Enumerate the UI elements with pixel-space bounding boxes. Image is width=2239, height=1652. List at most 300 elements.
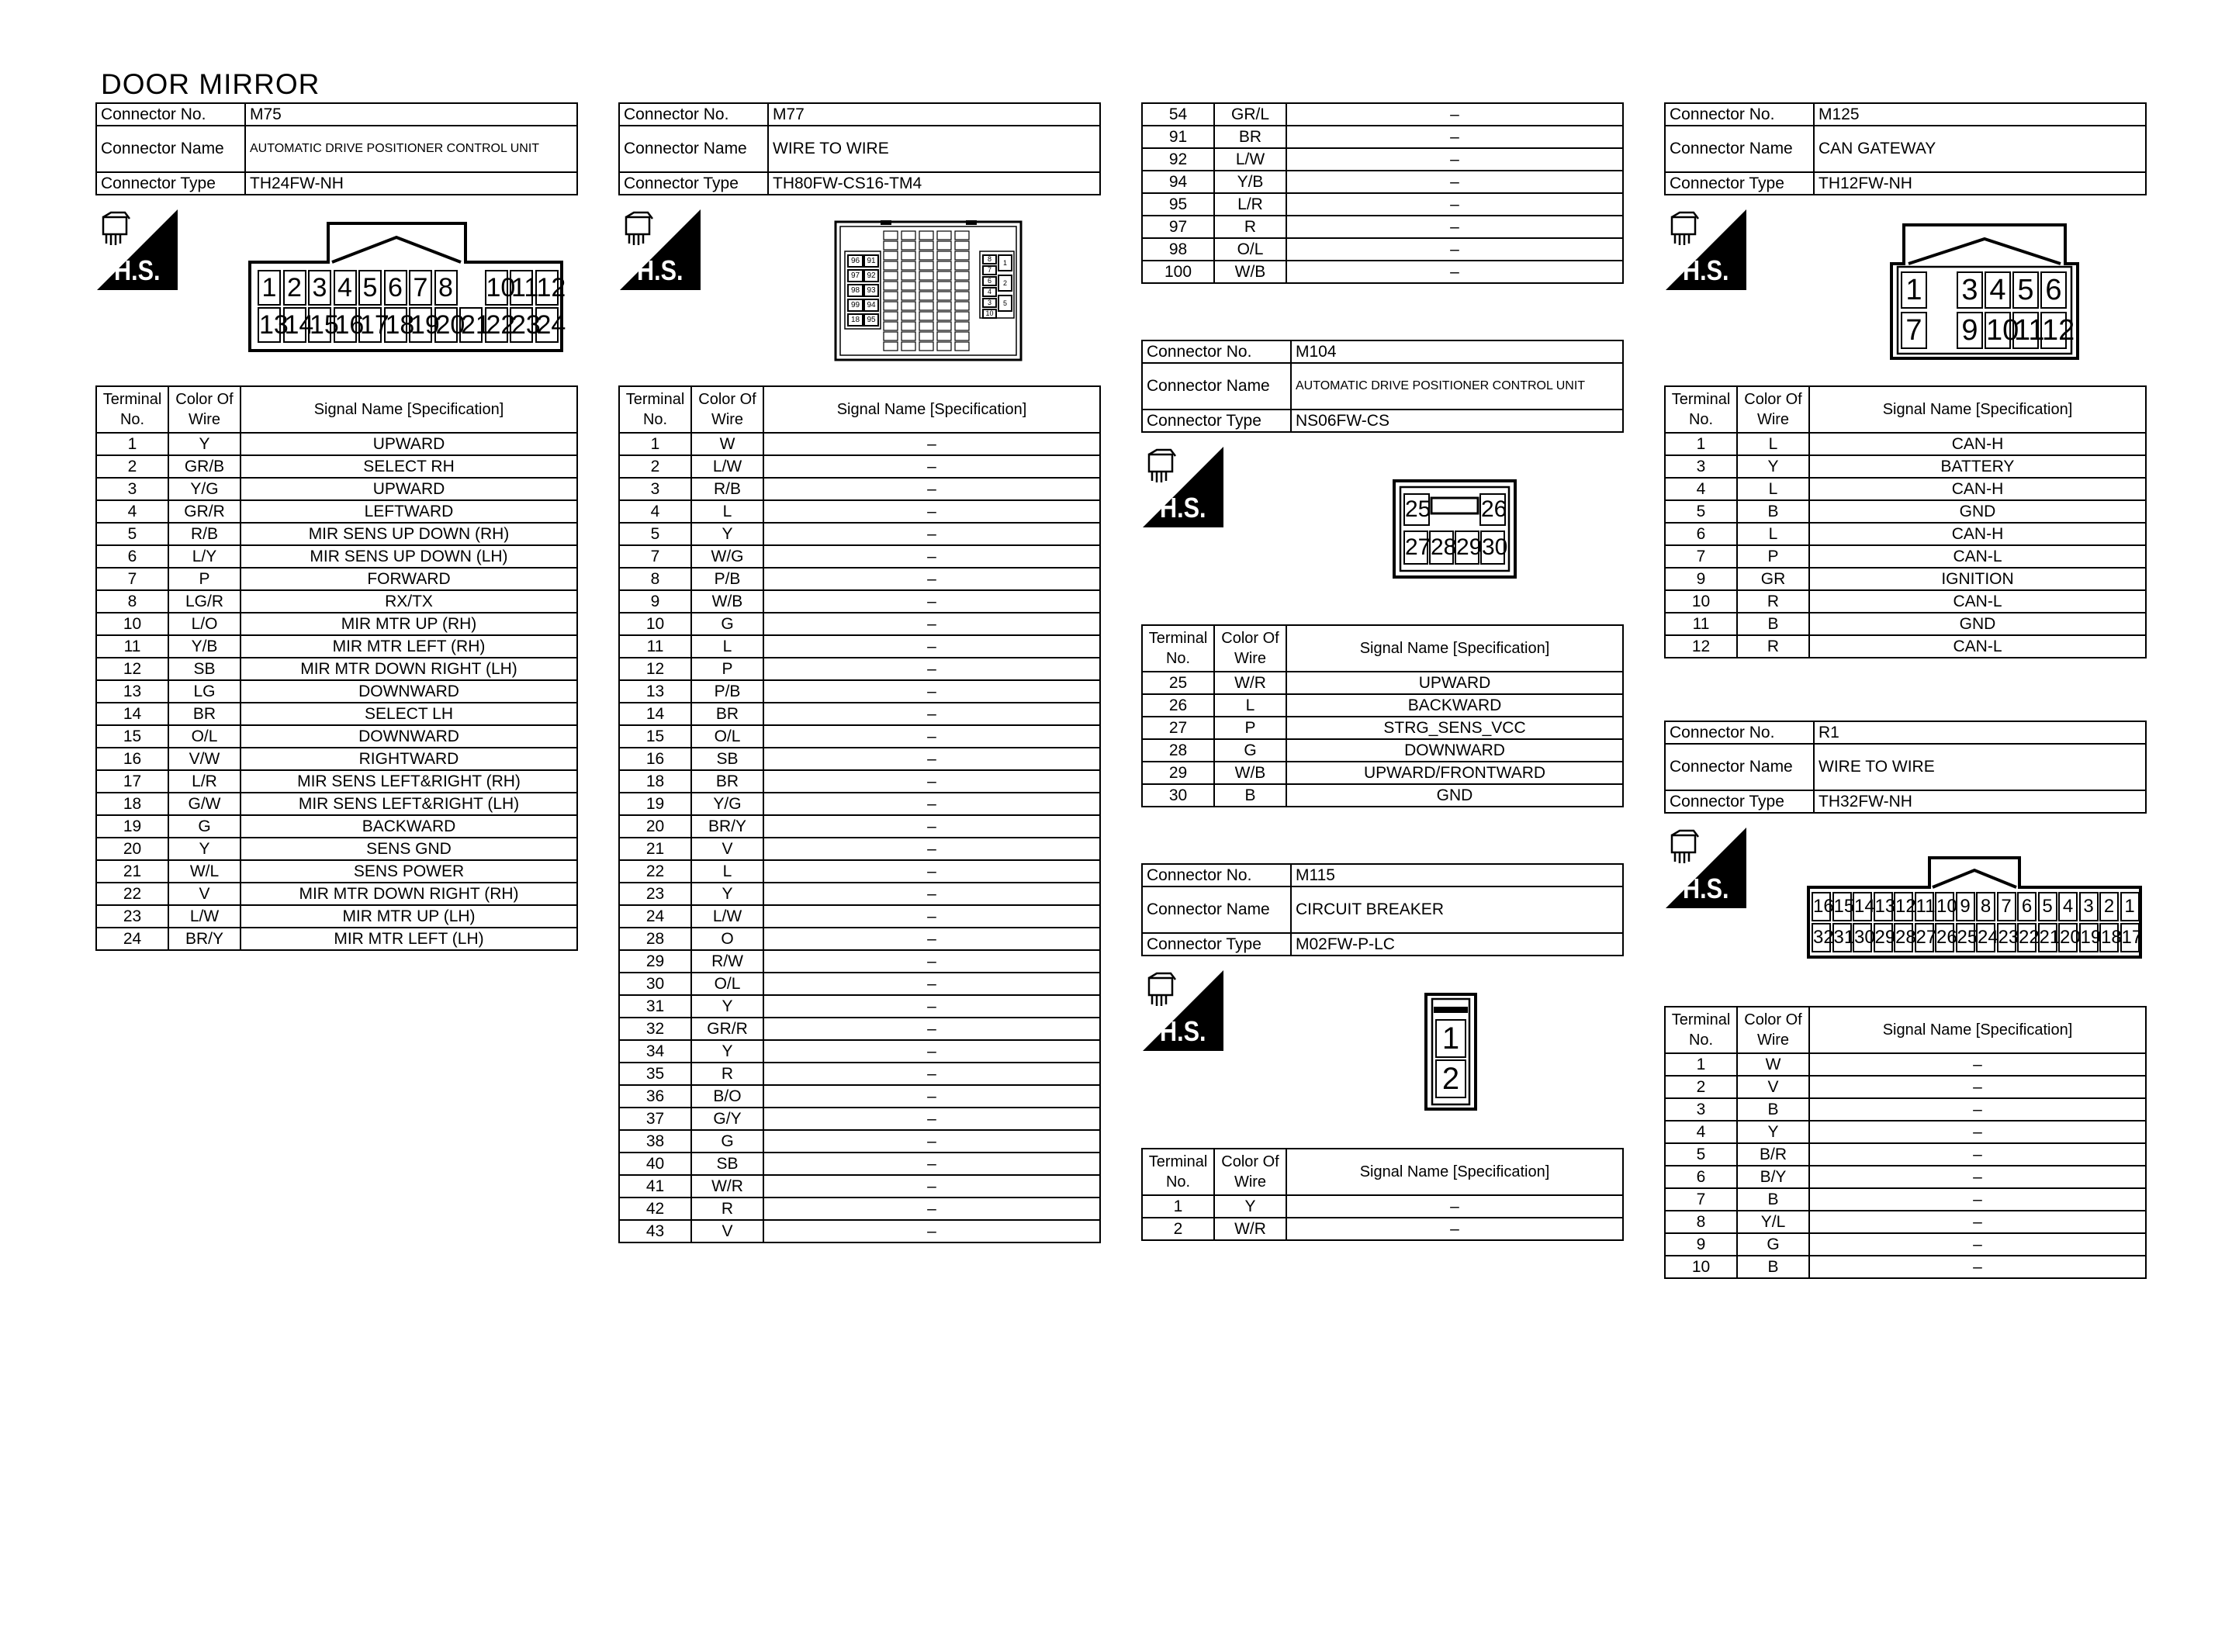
wire-color: W/R bbox=[691, 1175, 763, 1198]
terminal-no: 5 bbox=[1665, 1143, 1737, 1166]
table-row bbox=[1665, 1076, 2146, 1098]
connector-no-row bbox=[96, 103, 577, 126]
wire-color: P bbox=[1737, 545, 1809, 568]
hs-m75-icon bbox=[97, 209, 178, 290]
wire-color: Y bbox=[691, 883, 763, 905]
connector-info-m104 bbox=[1141, 340, 1624, 433]
wire-color: L bbox=[1737, 433, 1809, 455]
terminal-table bbox=[1664, 385, 2147, 658]
terminal-no: 26 bbox=[1142, 694, 1214, 717]
table-row bbox=[619, 860, 1100, 883]
wire-color: Y bbox=[691, 995, 763, 1018]
table-row bbox=[619, 545, 1100, 568]
terminal-table-header bbox=[1665, 386, 2146, 433]
connector-pin: 27 bbox=[1915, 923, 1934, 952]
connector-type-label: Connector Type bbox=[619, 172, 768, 195]
connector-pin: 5 bbox=[998, 295, 1012, 312]
connector-pin: 4 bbox=[982, 287, 997, 297]
signal-name: – bbox=[763, 523, 1100, 545]
table-row bbox=[1665, 523, 2146, 545]
wire-color: LG bbox=[168, 680, 241, 703]
terminal-no: 98 bbox=[1142, 238, 1214, 261]
table-row bbox=[619, 703, 1100, 725]
terminal-table-header bbox=[1665, 1007, 2146, 1053]
table-row bbox=[619, 1130, 1100, 1153]
terminal-table bbox=[1141, 1148, 1624, 1241]
connector-r1-diagram bbox=[1805, 856, 2144, 960]
wire-color: V bbox=[168, 883, 241, 905]
table-row bbox=[1142, 238, 1623, 261]
table-row bbox=[1665, 1166, 2146, 1188]
wire-color: B bbox=[1737, 500, 1809, 523]
hs-r1-icon bbox=[1666, 828, 1746, 908]
wire-color: GR/R bbox=[691, 1018, 763, 1040]
connector-type-value: TH12FW-NH bbox=[1814, 172, 2146, 195]
wire-color: R bbox=[1737, 590, 1809, 613]
connector-type-label: Connector Type bbox=[1665, 790, 1814, 813]
connector-no-row bbox=[619, 103, 1100, 126]
terminal-no: 3 bbox=[96, 478, 168, 500]
connector-pin: 95 bbox=[863, 313, 879, 327]
signal-name: – bbox=[763, 995, 1100, 1018]
wire-color: P bbox=[691, 658, 763, 680]
terminal-no: 6 bbox=[96, 545, 168, 568]
wire-color: W bbox=[1737, 1053, 1809, 1076]
table-row bbox=[96, 658, 577, 680]
terminal-no: 5 bbox=[619, 523, 691, 545]
terminal-no: 11 bbox=[96, 635, 168, 658]
wire-color: B bbox=[1737, 1256, 1809, 1278]
terminal-table bbox=[1141, 624, 1624, 807]
table-row bbox=[619, 1085, 1100, 1108]
table-row bbox=[1142, 148, 1623, 171]
wire-color: LG/R bbox=[168, 590, 241, 613]
table-row bbox=[619, 1040, 1100, 1063]
header-color-of-wire: Color Of Wire bbox=[691, 386, 763, 433]
signal-name: – bbox=[763, 1063, 1100, 1085]
table-row bbox=[1142, 1195, 1623, 1218]
terminal-no: 8 bbox=[1665, 1211, 1737, 1233]
header-terminal-no: Terminal No. bbox=[1142, 1149, 1214, 1195]
terminal-no: 6 bbox=[1665, 523, 1737, 545]
header-color-of-wire: Color Of Wire bbox=[1737, 386, 1809, 433]
connector-pin: 11 bbox=[1915, 892, 1934, 921]
wire-color: G bbox=[1737, 1233, 1809, 1256]
signal-name: DOWNWARD bbox=[241, 725, 577, 748]
signal-name: – bbox=[763, 838, 1100, 860]
table-row bbox=[1142, 103, 1623, 126]
hs-label: H.S. bbox=[1683, 873, 1729, 904]
terminal-no: 43 bbox=[619, 1220, 691, 1242]
terminal-no: 34 bbox=[619, 1040, 691, 1063]
connector-pin: 13 bbox=[1874, 892, 1893, 921]
terminal-table-header bbox=[96, 386, 577, 433]
signal-name: – bbox=[763, 928, 1100, 950]
connector-pin: 1 bbox=[1901, 271, 1927, 309]
terminal-no: 4 bbox=[96, 500, 168, 523]
wire-color: L/W bbox=[1214, 148, 1286, 171]
table-row bbox=[619, 568, 1100, 590]
connector-pin: 3 bbox=[982, 298, 997, 308]
table-row bbox=[619, 995, 1100, 1018]
connector-pin: 10 bbox=[1985, 312, 2011, 349]
wire-color: W/B bbox=[691, 590, 763, 613]
connector-pin: 4 bbox=[2058, 892, 2078, 921]
terminal-no: 14 bbox=[619, 703, 691, 725]
wire-color: B/O bbox=[691, 1085, 763, 1108]
signal-name: – bbox=[763, 950, 1100, 973]
connector-pin: 1 bbox=[2120, 892, 2140, 921]
wire-color: BR/Y bbox=[691, 815, 763, 838]
signal-name: – bbox=[763, 770, 1100, 793]
connector-info-m115 bbox=[1141, 863, 1624, 956]
connector-pin: 30 bbox=[1480, 531, 1505, 565]
table-row bbox=[1142, 1218, 1623, 1240]
table-row bbox=[619, 590, 1100, 613]
signal-name: UPWARD bbox=[241, 433, 577, 455]
terminal-no: 13 bbox=[619, 680, 691, 703]
connector-type-value: TH24FW-NH bbox=[245, 172, 577, 195]
signal-name: BACKWARD bbox=[241, 815, 577, 838]
signal-name: FORWARD bbox=[241, 568, 577, 590]
wire-color: P bbox=[168, 568, 241, 590]
terminal-no: 8 bbox=[619, 568, 691, 590]
connector-type-label: Connector Type bbox=[1142, 410, 1291, 432]
table-row bbox=[619, 523, 1100, 545]
signal-name: – bbox=[763, 500, 1100, 523]
signal-name: SELECT LH bbox=[241, 703, 577, 725]
terminal-no: 18 bbox=[96, 793, 168, 815]
connector-m104-diagram bbox=[1393, 479, 1517, 579]
terminal-no: 31 bbox=[619, 995, 691, 1018]
signal-name: MIR MTR DOWN RIGHT (LH) bbox=[241, 658, 577, 680]
connector-pin: 2 bbox=[2099, 892, 2119, 921]
signal-name: – bbox=[763, 1153, 1100, 1175]
wire-color: G bbox=[691, 1130, 763, 1153]
table-row bbox=[96, 703, 577, 725]
signal-name: – bbox=[763, 658, 1100, 680]
terminal-no: 25 bbox=[1142, 672, 1214, 694]
connector-pin: 31 bbox=[1832, 923, 1852, 952]
connector-pin: 17 bbox=[358, 307, 382, 343]
wire-color: W/R bbox=[1214, 672, 1286, 694]
connector-pin: 7 bbox=[982, 265, 997, 275]
terminal-no: 8 bbox=[96, 590, 168, 613]
connector-pin: 20 bbox=[2058, 923, 2078, 952]
wire-color: L/Y bbox=[168, 545, 241, 568]
signal-name: CAN-L bbox=[1809, 635, 2146, 658]
table-row bbox=[1142, 193, 1623, 216]
signal-name: GND bbox=[1809, 500, 2146, 523]
wire-color: W/B bbox=[1214, 762, 1286, 784]
terminal-no: 7 bbox=[619, 545, 691, 568]
terminal-no: 1 bbox=[1665, 433, 1737, 455]
terminal-no: 12 bbox=[96, 658, 168, 680]
connector-pin: 18 bbox=[2099, 923, 2119, 952]
terminal-no: 20 bbox=[96, 838, 168, 860]
header-color-of-wire: Color Of Wire bbox=[1737, 1007, 1809, 1053]
terminal-no: 3 bbox=[1665, 455, 1737, 478]
wire-color: Y/B bbox=[1214, 171, 1286, 193]
connector-pin: 11 bbox=[2012, 312, 2039, 349]
signal-name: – bbox=[1809, 1143, 2146, 1166]
terminal-no: 4 bbox=[619, 500, 691, 523]
connector-name-label: Connector Name bbox=[1665, 744, 1814, 790]
header-signal-name: Signal Name [Specification] bbox=[1286, 625, 1623, 672]
connector-no-row bbox=[1142, 864, 1623, 886]
signal-name: – bbox=[1809, 1256, 2146, 1278]
table-row bbox=[96, 680, 577, 703]
signal-name: UPWARD bbox=[1286, 672, 1623, 694]
signal-name: – bbox=[763, 973, 1100, 995]
header-terminal-no: Terminal No. bbox=[1142, 625, 1214, 672]
connector-info-m75 bbox=[95, 102, 578, 195]
table-row bbox=[1665, 1053, 2146, 1076]
connector-name-label: Connector Name bbox=[96, 126, 245, 172]
signal-name: – bbox=[763, 455, 1100, 478]
terminal-no: 16 bbox=[96, 748, 168, 770]
signal-name: LEFTWARD bbox=[241, 500, 577, 523]
terminal-no: 15 bbox=[96, 725, 168, 748]
terminal-no: 91 bbox=[1142, 126, 1214, 148]
wire-color: BR bbox=[691, 703, 763, 725]
connector-pin: 12 bbox=[1894, 892, 1913, 921]
table-row bbox=[1665, 568, 2146, 590]
table-row bbox=[1142, 739, 1623, 762]
table-row bbox=[619, 815, 1100, 838]
table-row bbox=[96, 905, 577, 928]
terminal-no: 37 bbox=[619, 1108, 691, 1130]
wire-color: Y/G bbox=[168, 478, 241, 500]
connector-no-label: Connector No. bbox=[619, 103, 768, 126]
connector-type-label: Connector Type bbox=[1142, 933, 1291, 956]
terminal-no: 17 bbox=[96, 770, 168, 793]
connector-name-value: WIRE TO WIRE bbox=[768, 126, 1100, 172]
terminal-table-m125 bbox=[1664, 385, 2147, 658]
connector-pin: 6 bbox=[2017, 892, 2037, 921]
connector-pin: 26 bbox=[1935, 923, 1954, 952]
connector-pin: 29 bbox=[1874, 923, 1893, 952]
terminal-no: 7 bbox=[1665, 545, 1737, 568]
terminal-no: 35 bbox=[619, 1063, 691, 1085]
terminal-no: 7 bbox=[96, 568, 168, 590]
connector-pin: 11 bbox=[510, 270, 533, 306]
wire-color: B/R bbox=[1737, 1143, 1809, 1166]
wire-color: G bbox=[168, 815, 241, 838]
table-row bbox=[96, 770, 577, 793]
signal-name: – bbox=[763, 1018, 1100, 1040]
connector-pin: 25 bbox=[1403, 493, 1430, 526]
page-title: DOOR MIRROR bbox=[101, 68, 320, 100]
table-row bbox=[619, 433, 1100, 455]
table-row bbox=[1142, 261, 1623, 283]
terminal-no: 11 bbox=[1665, 613, 1737, 635]
connector-name-row bbox=[96, 126, 577, 172]
connector-no-row bbox=[1142, 340, 1623, 363]
wire-color: R/B bbox=[691, 478, 763, 500]
terminal-no: 94 bbox=[1142, 171, 1214, 193]
table-row bbox=[619, 973, 1100, 995]
signal-name: MIR SENS UP DOWN (LH) bbox=[241, 545, 577, 568]
wire-color: O bbox=[691, 928, 763, 950]
connector-pin: 27 bbox=[1403, 531, 1428, 565]
connector-pin: 93 bbox=[863, 284, 879, 297]
table-row bbox=[1142, 762, 1623, 784]
wire-color: B/Y bbox=[1737, 1166, 1809, 1188]
terminal-table-m77-continued bbox=[1141, 102, 1624, 284]
connector-pin: 1 bbox=[258, 270, 281, 306]
wire-color: V/W bbox=[168, 748, 241, 770]
wire-color: R/B bbox=[168, 523, 241, 545]
table-row bbox=[619, 725, 1100, 748]
table-row bbox=[619, 793, 1100, 815]
table-row bbox=[96, 545, 577, 568]
connector-no-value: M104 bbox=[1291, 340, 1623, 363]
wire-color: G bbox=[691, 613, 763, 635]
table-row bbox=[619, 613, 1100, 635]
table-row bbox=[96, 838, 577, 860]
terminal-no: 3 bbox=[1665, 1098, 1737, 1121]
signal-name: – bbox=[763, 1108, 1100, 1130]
connector-pin: 97 bbox=[847, 269, 863, 282]
terminal-table bbox=[1664, 1006, 2147, 1279]
header-signal-name: Signal Name [Specification] bbox=[1809, 1007, 2146, 1053]
header-terminal-no: Terminal No. bbox=[1665, 386, 1737, 433]
connector-pin: 10 bbox=[1935, 892, 1954, 921]
wire-color: L bbox=[1214, 694, 1286, 717]
signal-name: IGNITION bbox=[1809, 568, 2146, 590]
table-row bbox=[96, 590, 577, 613]
signal-name: – bbox=[763, 613, 1100, 635]
connector-pin: 30 bbox=[1853, 923, 1872, 952]
signal-name: – bbox=[1809, 1098, 2146, 1121]
terminal-no: 9 bbox=[1665, 568, 1737, 590]
signal-name: – bbox=[1286, 193, 1623, 216]
terminal-no: 41 bbox=[619, 1175, 691, 1198]
signal-name: – bbox=[1809, 1076, 2146, 1098]
header-color-of-wire: Color Of Wire bbox=[1214, 1149, 1286, 1195]
terminal-no: 13 bbox=[96, 680, 168, 703]
terminal-no: 10 bbox=[1665, 590, 1737, 613]
wire-color: GR bbox=[1737, 568, 1809, 590]
signal-name: – bbox=[1809, 1053, 2146, 1076]
hs-m77-icon bbox=[620, 209, 701, 290]
terminal-no: 9 bbox=[619, 590, 691, 613]
connector-name-value: CIRCUIT BREAKER bbox=[1291, 886, 1623, 933]
terminal-no: 19 bbox=[96, 815, 168, 838]
table-row bbox=[619, 635, 1100, 658]
terminal-table-header bbox=[1142, 625, 1623, 672]
terminal-table-m115 bbox=[1141, 1148, 1624, 1241]
table-row bbox=[1665, 1188, 2146, 1211]
connector-no-label: Connector No. bbox=[1142, 340, 1291, 363]
signal-name: CAN-L bbox=[1809, 590, 2146, 613]
wire-color: Y/B bbox=[168, 635, 241, 658]
terminal-no: 20 bbox=[619, 815, 691, 838]
connector-info-table bbox=[95, 102, 578, 195]
signal-name: – bbox=[1286, 126, 1623, 148]
connector-pin: 19 bbox=[409, 307, 432, 343]
connector-pin: 16 bbox=[1812, 892, 1831, 921]
connector-pin: 22 bbox=[2017, 923, 2037, 952]
table-row bbox=[619, 950, 1100, 973]
table-row bbox=[96, 748, 577, 770]
terminal-no: 2 bbox=[1665, 1076, 1737, 1098]
connector-pin: 3 bbox=[308, 270, 331, 306]
signal-name: SENS GND bbox=[241, 838, 577, 860]
connector-name-value: AUTOMATIC DRIVE POSITIONER CONTROL UNIT bbox=[1291, 363, 1623, 410]
connector-name-value: AUTOMATIC DRIVE POSITIONER CONTROL UNIT bbox=[245, 126, 577, 172]
connector-pin: 6 bbox=[982, 276, 997, 286]
signal-name: – bbox=[763, 883, 1100, 905]
table-row bbox=[1665, 1211, 2146, 1233]
signal-name: – bbox=[763, 860, 1100, 883]
table-row bbox=[1665, 590, 2146, 613]
connector-pin: 7 bbox=[409, 270, 432, 306]
connector-type-value: TH80FW-CS16-TM4 bbox=[768, 172, 1100, 195]
connector-type-row bbox=[1665, 790, 2146, 813]
signal-name: – bbox=[1809, 1188, 2146, 1211]
header-color-of-wire: Color Of Wire bbox=[168, 386, 241, 433]
wire-color: BR bbox=[1214, 126, 1286, 148]
connector-pin: 9 bbox=[1956, 892, 1975, 921]
connector-pin: 17 bbox=[2120, 923, 2140, 952]
terminal-no: 30 bbox=[619, 973, 691, 995]
terminal-no: 92 bbox=[1142, 148, 1214, 171]
signal-name: – bbox=[763, 478, 1100, 500]
connector-name-label: Connector Name bbox=[1665, 126, 1814, 172]
terminal-no: 11 bbox=[619, 635, 691, 658]
terminal-no: 10 bbox=[96, 613, 168, 635]
header-terminal-no: Terminal No. bbox=[1665, 1007, 1737, 1053]
table-row bbox=[619, 1175, 1100, 1198]
signal-name: – bbox=[763, 1220, 1100, 1242]
signal-name: – bbox=[763, 1040, 1100, 1063]
table-row bbox=[1665, 613, 2146, 635]
signal-name: – bbox=[1809, 1166, 2146, 1188]
signal-name: STRG_SENS_VCC bbox=[1286, 717, 1623, 739]
signal-name: – bbox=[763, 1198, 1100, 1220]
wire-color: B bbox=[1737, 1098, 1809, 1121]
wire-color: P/B bbox=[691, 568, 763, 590]
terminal-no: 1 bbox=[1142, 1195, 1214, 1218]
hs-m104-icon bbox=[1143, 447, 1223, 527]
terminal-no: 16 bbox=[619, 748, 691, 770]
table-row bbox=[619, 1063, 1100, 1085]
wire-color: BR bbox=[168, 703, 241, 725]
signal-name: CAN-H bbox=[1809, 478, 2146, 500]
wire-color: GR/B bbox=[168, 455, 241, 478]
connector-pin: 24 bbox=[535, 307, 559, 343]
wire-color: Y bbox=[1737, 1121, 1809, 1143]
connector-pin: 6 bbox=[2040, 271, 2067, 309]
wire-color: L bbox=[691, 860, 763, 883]
connector-pin: 8 bbox=[434, 270, 458, 306]
connector-pin: 29 bbox=[1455, 531, 1479, 565]
terminal-no: 23 bbox=[96, 905, 168, 928]
connector-pin: 25 bbox=[1956, 923, 1975, 952]
connector-info-table bbox=[618, 102, 1101, 195]
connector-no-value: M77 bbox=[768, 103, 1100, 126]
terminal-table bbox=[1141, 102, 1624, 284]
signal-name: – bbox=[1286, 1218, 1623, 1240]
signal-name: BATTERY bbox=[1809, 455, 2146, 478]
header-signal-name: Signal Name [Specification] bbox=[1286, 1149, 1623, 1195]
terminal-no: 36 bbox=[619, 1085, 691, 1108]
terminal-no: 21 bbox=[619, 838, 691, 860]
connector-info-table bbox=[1664, 721, 2147, 814]
hs-label: H.S. bbox=[637, 254, 683, 286]
